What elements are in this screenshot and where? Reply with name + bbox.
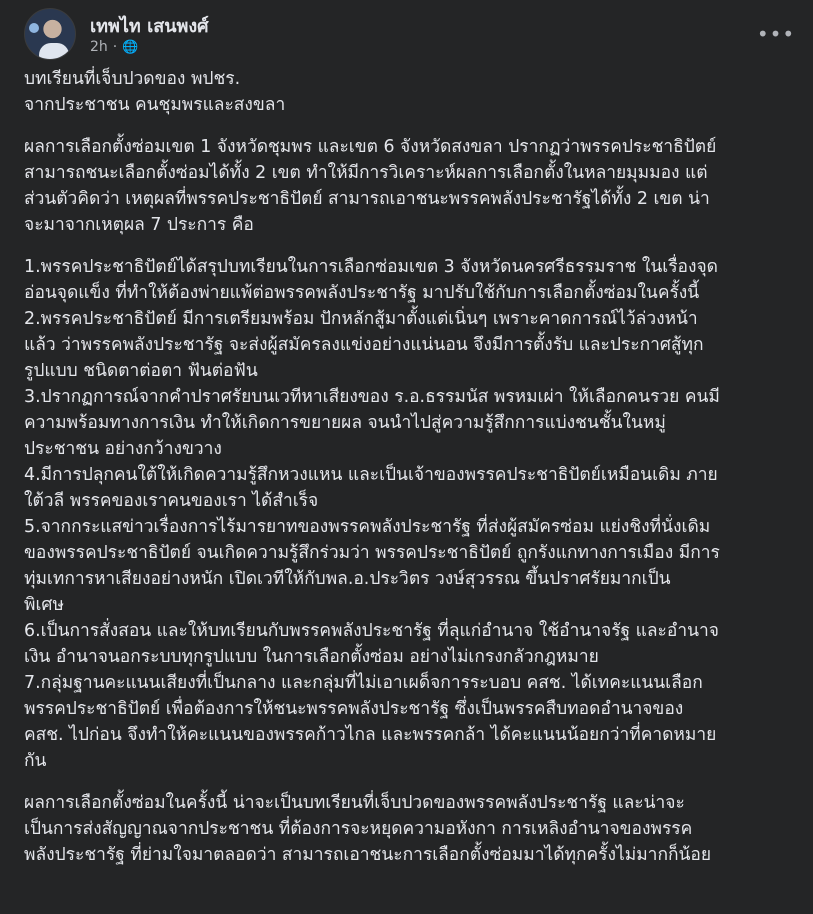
post-text-line: พิเศษ [24, 595, 64, 615]
post-text-line: 6.เป็นการสั่งสอน และให้บทเรียนกับพรรคพลังประชารัฐ ที่ลุแก่อำนาจ ใช้อำนาจรัฐ และอำนาจ [24, 621, 719, 641]
post-text-line: 5.จากกระแสข่าวเรื่องการไร้มารยาทของพรรคพลังประชารัฐ ที่ส่งผู้สมัครซ่อม แย่งชิงที่นั่งเดิม [24, 517, 711, 537]
post-text-line: อ่อนจุดแข็ง ที่ทำให้ต้องพ่ายแพ้ต่อพรรคพลังประชารัฐ มาปรับใช้กับการเลือกตั้งซ่อมในครั้งนี้ [24, 283, 700, 303]
post-text-line: 4.มีการปลุกคนใต้ให้เกิดความรู้สึกหวงแหน และเป็นเจ้าของพรรคประชาธิปัตย์เหมือนเดิม ภาย [24, 465, 718, 485]
avatar-shirt [39, 43, 69, 60]
post-time[interactable]: 2h [90, 39, 108, 55]
post-paragraph [24, 134, 796, 238]
post-text-line: รูปแบบ ชนิดตาต่อตา ฟันต่อฟัน [24, 361, 258, 381]
post-text-line: ส่วนตัวคิดว่า เหตุผลที่พรรคประชาธิปัตย์ สามารถเอาชนะพรรคพลังประชารัฐได้ทั้ง 2 เขต น่า [24, 189, 710, 209]
post-text-line: สามารถชนะเลือกตั้งซ่อมได้ทั้ง 2 เขต ทำให้มีการวิเคราะห์ผลการเลือกตั้งในหลายมุมมอง แต่ [24, 163, 708, 183]
globe-icon[interactable]: 🌐 [122, 39, 139, 55]
post-content [24, 66, 796, 884]
post-text-line: ใต้วลี พรรคของเราคนของเรา ได้สำเร็จ [24, 491, 319, 511]
post-text-line: จะมาจากเหตุผล 7 ประการ คือ [24, 215, 254, 235]
post-text-line: ความพร้อมทางการเงิน ทำให้เกิดการขยายผล จนนำไปสู่ความรู้สึกการแบ่งชนชั้นในหมู่ [24, 413, 666, 433]
more-icon[interactable]: ••• [756, 22, 796, 46]
post-text-line: แล้ว ว่าพรรคพลังประชารัฐ จะส่งผู้สมัครลงแข่งอย่างแน่นอน จึงมีการตั้งรับ และประกาศสู้ทุก [24, 335, 704, 355]
post-paragraph [24, 790, 796, 868]
meta-separator: · [112, 39, 118, 55]
post-text-line: จากประชาชน คนชุมพรและสงขลา [24, 95, 286, 115]
post-text-line: ของพรรคประชาธิปัตย์ จนเกิดความรู้สึกร่วมว่า พรรคประชาธิปัตย์ ถูกรังแกทางการเมือง มีการ [24, 543, 720, 563]
avatar[interactable] [24, 8, 76, 60]
post-paragraph [24, 254, 796, 774]
post-text-line: 7.กลุ่มฐานคะแนนเสียงที่เป็นกลาง และกลุ่มที่ไม่เอาเผด็จการระบอบ คสช. ได้เทคะแนนเลือก [24, 673, 703, 693]
post-paragraph [24, 66, 796, 118]
post-meta [90, 39, 138, 55]
post-text-line: ผลการเลือกตั้งซ่อมเขต 1 จังหวัดชุมพร และเขต 6 จังหวัดสงขลา ปรากฏว่าพรรคประชาธิปัตย์ [24, 137, 717, 157]
post-text-line: ทุ่มเทการหาเสียงอย่างหนัก เปิดเวทีให้กับพล.อ.ประวิตร วงษ์สุวรรณ ขึ้นปราศรัยมากเป็น [24, 569, 671, 589]
post-text-line: บทเรียนที่เจ็บปวดของ พปชร. [24, 69, 241, 89]
author-name[interactable]: เทพไท เสนพงศ์ [90, 16, 209, 37]
post-text-line: พลังประชารัฐ ที่ย่ามใจมาตลอดว่า สามารถเอาชนะการเลือกตั้งซ่อมมาได้ทุกครั้งไม่มากก็น้อย [24, 845, 712, 865]
post-text-line: ประชาชน อย่างกว้างขวาง [24, 439, 222, 459]
post-text-line: เป็นการส่งสัญญาณจากประชาชน ที่ต้องการจะหยุดความอหังกา การเหลิงอำนาจของพรรค [24, 819, 693, 839]
party-logo-icon [29, 23, 39, 33]
post-text-line: 2.พรรคประชาธิปัตย์ มีการเตรียมพร้อม ปักหลักสู้มาตั้งแต่เนิ่นๆ เพราะคาดการณ์ไว้ล่วงหน้า [24, 309, 698, 329]
post-text-line: กัน [24, 751, 47, 771]
post-header [24, 8, 794, 60]
post-text-line: พรรคประชาธิปัตย์ เพื่อต้องการให้ชนะพรรคพลังประชารัฐ ซึ่งเป็นพรรคสืบทอดอำนาจของ [24, 699, 684, 719]
post-text-line: 1.พรรคประชาธิปัตย์ได้สรุปบทเรียนในการเลือกซ่อมเขต 3 จังหวัดนครศรีธรรมราช ในเรื่องจุด [24, 257, 718, 277]
post-text-line: เงิน อำนาจนอกระบบทุกรูปแบบ ในการเลือกตั้งซ่อม อย่างไม่เกรงกลัวกฎหมาย [24, 647, 599, 667]
post-text-line: ผลการเลือกตั้งซ่อมในครั้งนี้ น่าจะเป็นบทเรียนที่เจ็บปวดของพรรคพลังประชารัฐ และน่าจะ [24, 793, 685, 813]
post-text-line: คสช. ไปก่อน จึงทำให้คะแนนของพรรคก้าวไกล และพรรคกล้า ได้คะแนนน้อยกว่าที่คาดหมาย [24, 725, 717, 745]
post-text-line: 3.ปรากฏการณ์จากคำปราศรัยบนเวทีหาเสียงของ ร.อ.ธรรมนัส พรหมเผ่า ให้เลือกคนรวย คนมี [24, 387, 720, 407]
